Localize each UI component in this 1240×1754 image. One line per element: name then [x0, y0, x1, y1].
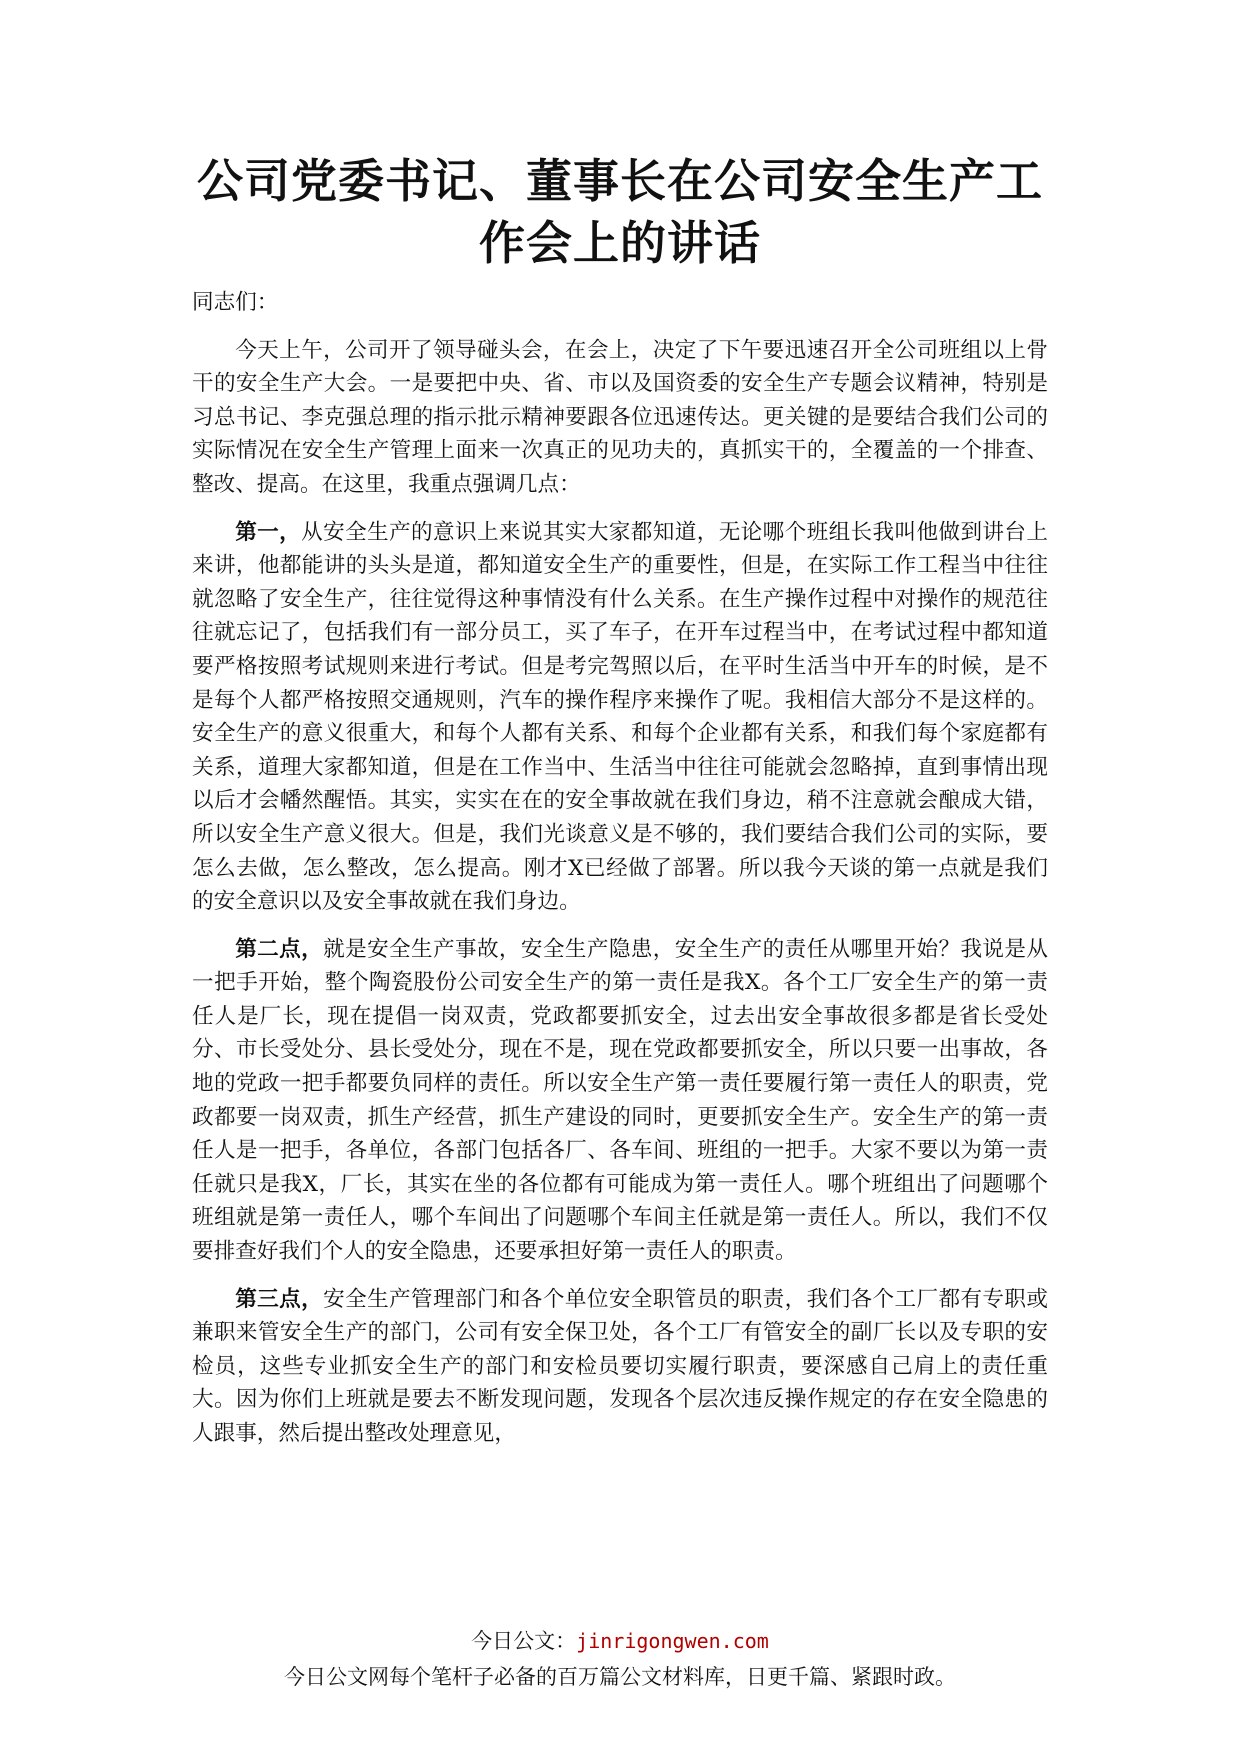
paragraph-point-3: [192, 1283, 1048, 1451]
footer-site-label: 今日公文：: [471, 1629, 577, 1653]
paragraph-text: 今天上午，公司开了领导碰头会，在会上，决定了下午要迅速召开全公司班组以上骨干的安全生产大会。一是要把中央、省、市以及国资委的安全生产专题会议精神，特别是习总书记、李克强总理的指示批示精神要跟各位迅速传达。更关键的是要结合我们公司的实际情况在安全生产管理上面来一次真正的见功夫的，真抓实干的，全覆盖的一个排查、整改、提高。在这里，我重点强调几点：: [192, 337, 1048, 497]
title-line-2: 作会上的讲话: [479, 216, 761, 270]
paragraph-text: 从安全生产的意识上来说其实大家都知道，无论哪个班组长我叫他做到讲台上来讲，他都能讲的头头是道，都知道安全生产的重要性，但是，在实际工作工程当中往往就忽略了安全生产，往往觉得这种事情没有什么关系。在生产操作过程中对操作的规范往往就忘记了，包括我们有一部分员工，买了车子，在开车过程当中，在考试过程中都知道要严格按照考试规则来进行考试。但是考完驾照以后，在平时生活当中开车的时候，是不是每个人都严格按照交通规则，汽车的操作程序来操作了呢。我相信大部分不是这样的。安全生产的意义很重大，和每个人都有关系、和每个企业都有关系，和我们每个家庭都有关系，道理大家都知道，但是在工作当中、生活当中往往可能就会忽略掉，直到事情出现以后才会幡然醒悟。其实，实实在在的安全事故就在我们身边，稍不注意就会酿成大错，所以安全生产意义很大。但是，我们光谈意义是不够的，我们要结合我们公司的实际，要怎么去做，怎么整改，怎么提高。刚才X已经做了部署。所以我今天谈的第一点就是我们的安全意识以及安全事故就在我们身边。: [192, 519, 1048, 915]
document-title: [150, 150, 1090, 274]
paragraph-point-2: [192, 933, 1048, 1269]
salutation: 同志们：: [192, 290, 279, 315]
paragraph-lead: 第二点，: [235, 936, 324, 962]
paragraph-text: 就是安全生产事故，安全生产隐患，安全生产的责任从哪里开始？我说是从一把手开始，整个陶瓷股份公司安全生产的第一责任是我X。各个工厂安全生产的第一责任人是厂长，现在提倡一岗双责，党政都要抓安全，过去出安全事故很多都是省长受处分、市长受处分、县长受处分，现在不是，现在党政都要抓安全，所以只要一出事故，各地的党政一把手都要负同样的责任。所以安全生产第一责任要履行第一责任人的职责，党政都要一岗双责，抓生产经营，抓生产建设的同时，更要抓安全生产。安全生产的第一责任人是一把手，各单位，各部门包括各厂、各车间、班组的一把手。大家不要以为第一责任就只是我X，厂长，其实在坐的各位都有可能成为第一责任人。哪个班组出了问题哪个班组就是第一责任人，哪个车间出了问题哪个车间主任就是第一责任人。所以，我们不仅要排查好我们个人的安全隐患，还要承担好第一责任人的职责。: [192, 936, 1048, 1265]
title-line-1: 公司党委书记、董事长在公司安全生产工: [197, 154, 1043, 208]
footer-site-link[interactable]: jinrigongwen.com: [576, 1629, 769, 1653]
document-body: [192, 286, 1048, 1465]
paragraph-lead: 第三点，: [235, 1286, 324, 1312]
paragraph-lead: 第一，: [235, 519, 302, 545]
page-footer: [0, 1625, 1240, 1695]
paragraph-point-1: [192, 516, 1048, 919]
footer-slogan: 今日公文网每个笔杆子必备的百万篇公文材料库，日更千篇、紧跟时政。: [284, 1665, 956, 1689]
paragraph-intro: [192, 334, 1048, 502]
footer-site-line: [0, 1625, 1240, 1657]
paragraph-text: 安全生产管理部门和各个单位安全职管员的职责，我们各个工厂都有专职或兼职来管安全生产的部门，公司有安全保卫处，各个工厂有管安全的副厂长以及专职的安检员，这些专业抓安全生产的部门和安检员要切实履行职责，要深感自己肩上的责任重大。因为你们上班就是要去不断发现问题，发现各个层次违反操作规定的存在安全隐患的人跟事，然后提出整改处理意见，: [192, 1286, 1048, 1446]
